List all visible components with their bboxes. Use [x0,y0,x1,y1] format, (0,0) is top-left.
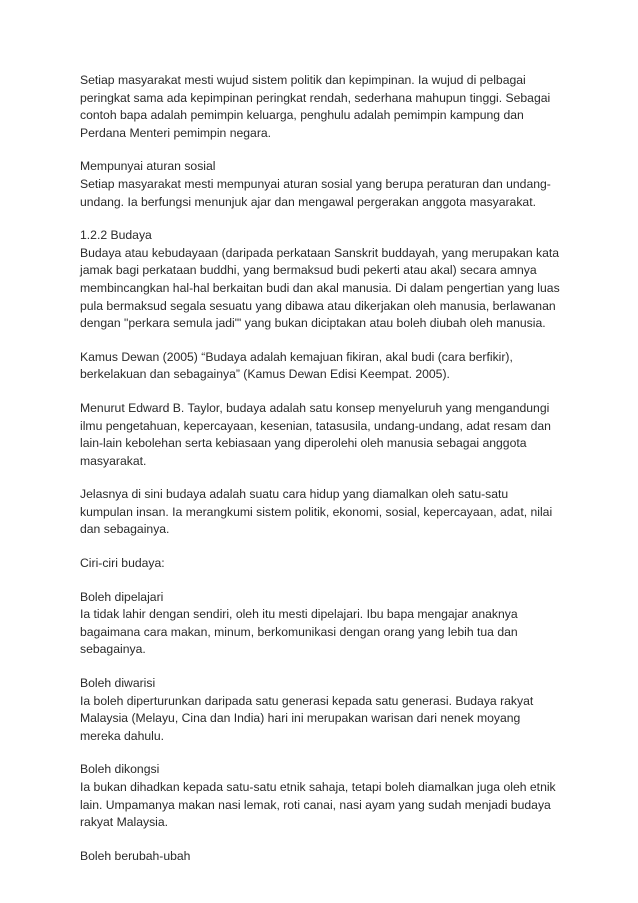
text-line: Boleh diwarisi [80,676,156,691]
text-line: Boleh berubah-ubah [80,848,191,863]
paragraph [80,555,570,573]
paragraph [80,400,570,470]
text-line: bagaimana cara makan, minum, berkomunikasi dengan orang yang lebih tua dan [80,624,518,639]
text-line: pula bermaksud segala sesuatu yang dibawa atau dikerjakan oleh manusia, berlawanan [80,298,556,313]
text-line: Budaya atau kebudayaan (daripada perkataan Sanskrit buddayah, yang merupakan kata [80,245,560,260]
text-line: membincangkan hal-hal berkaitan budi dan akal manusia. Di dalam pengertian yang luas [80,280,560,295]
text-line: ilmu pengetahuan, kepercayaan, kesenian, tatasusila, undang-undang, adat resam dan [80,418,551,433]
paragraph [80,158,570,211]
text-line: dengan "perkara semula jadi"' yang bukan diciptakan atau boleh diubah oleh manusia. [80,316,546,331]
text-line: peringkat sama ada kepimpinan peringkat rendah, sederhana mahupun tinggi. Sebagai [80,90,551,105]
text-line: Ia tidak lahir dengan sendiri, oleh itu mesti dipelajari. Ibu bapa mengajar anaknya [80,607,518,622]
paragraph [80,486,570,539]
paragraph [80,848,570,866]
paragraph [80,589,570,659]
paragraph [80,675,570,745]
text-line: Jelasnya di sini budaya adalah suatu cara hidup yang diamalkan oleh satu-satu [80,487,509,502]
text-line: lain. Umpamanya makan nasi lemak, roti canai, nasi ayam yang sudah menjadi budaya [80,797,551,812]
text-line: Menurut Edward B. Taylor, budaya adalah satu konsep menyeluruh yang mengandungi [80,400,550,415]
text-line: dan sebagainya. [80,522,170,537]
text-line: jamak bagi perkataan buddhi, yang bermaksud budi pekerti atau akal) secara amnya [80,263,537,278]
document-body [80,72,570,881]
paragraph [80,761,570,831]
paragraph [80,227,570,333]
text-line: Setiap masyarakat mesti mempunyai aturan sosial yang berupa peraturan dan undang- [80,176,551,191]
text-line: masyarakat. [80,453,147,468]
text-line: Kamus Dewan (2005) “Budaya adalah kemajuan fikiran, akal budi (cara berfikir), [80,349,513,364]
text-line: Perdana Menteri pemimpin negara. [80,125,272,140]
text-line: contoh bapa adalah pemimpin keluarga, penghulu adalah pemimpin kampung dan [80,108,524,123]
text-line: Boleh dikongsi [80,762,160,777]
text-line: Mempunyai aturan sosial [80,159,216,174]
text-line: mereka dahulu. [80,728,165,743]
text-line: Boleh dipelajari [80,589,164,604]
paragraph [80,349,570,384]
text-line: Malaysia (Melayu, Cina dan India) hari ini merupakan warisan dari nenek moyang [80,711,521,726]
text-line: Ia boleh diperturunkan daripada satu generasi kepada satu generasi. Budaya rakyat [80,693,534,708]
text-line: Ia bukan dihadkan kepada satu-satu etnik sahaja, tetapi boleh diamalkan juga oleh etnik [80,780,556,794]
text-line: Setiap masyarakat mesti wujud sistem politik dan kepimpinan. Ia wujud di pelbagai [80,73,526,87]
text-line: rakyat Malaysia. [80,815,169,830]
text-line: kumpulan insan. Ia merangkumi sistem politik, ekonomi, sosial, kepercayaan, adat, nilai [80,504,553,519]
paragraph [80,72,570,142]
text-line: undang. Ia berfungsi menunjuk ajar dan mengawal pergerakan anggota masyarakat. [80,194,536,209]
text-line: lain-lain kebolehan serta kebiasaan yang diperolehi oleh manusia sebagai anggota [80,436,527,451]
text-line: 1.2.2 Budaya [80,228,152,243]
text-line: Ciri-ciri budaya: [80,556,165,571]
text-line: berkelakuan dan sebagainya” (Kamus Dewan Edisi Keempat. 2005). [80,367,450,382]
text-line: sebagainya. [80,642,146,657]
